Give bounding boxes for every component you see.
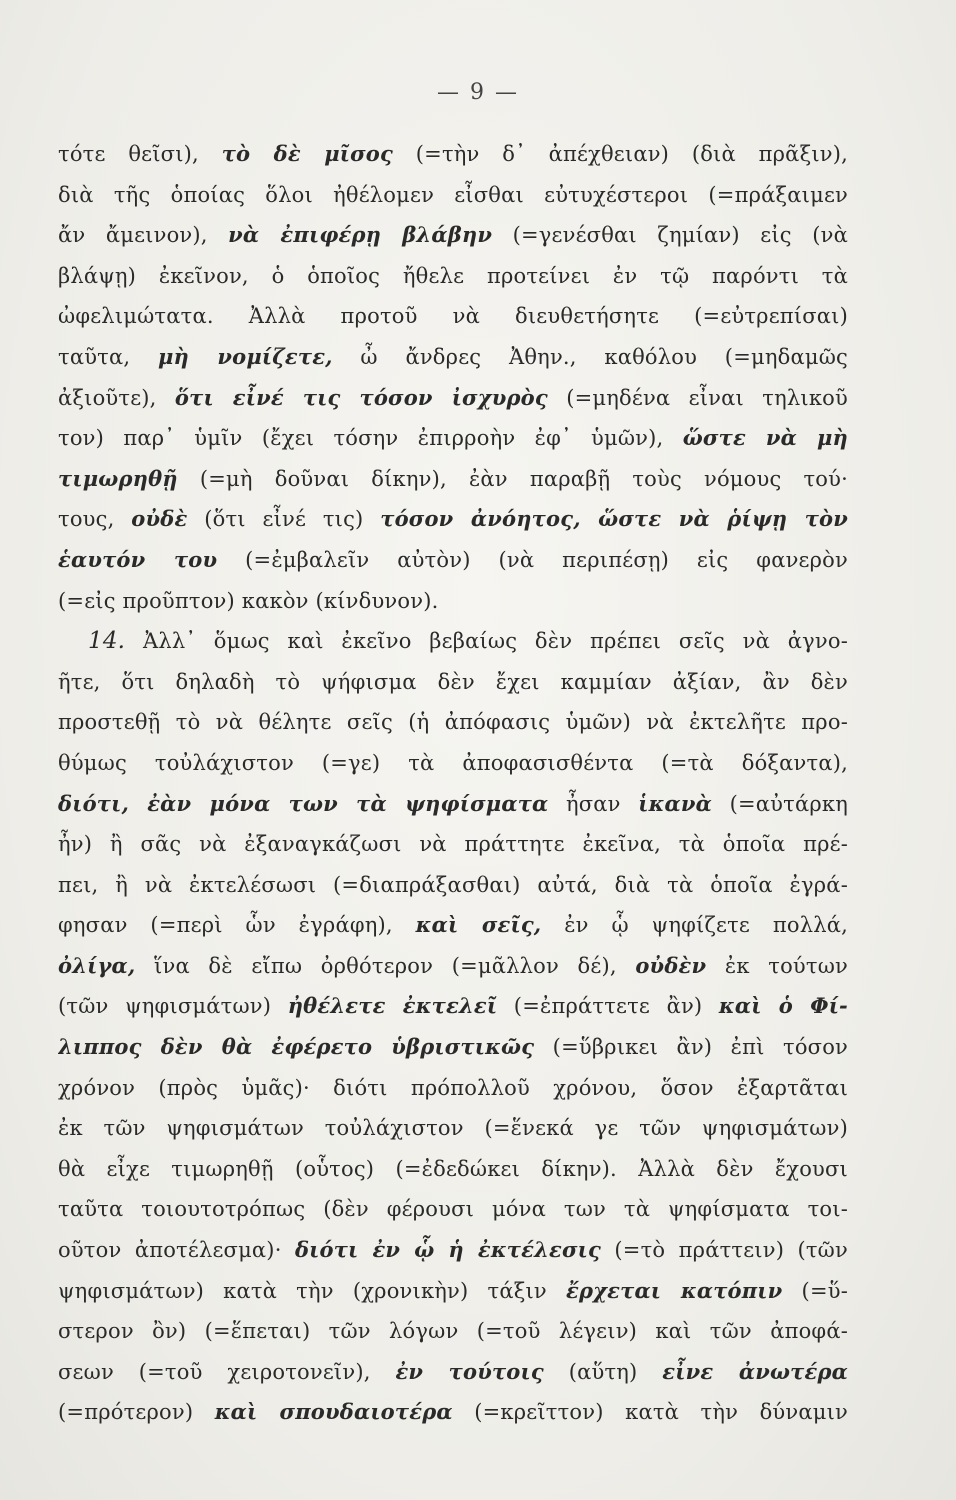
text-segment: πει, ἢ νὰ ἐκτελέσωσι (=διαπράξασθαι) αὐτά, διὰ τὰ ὁποῖα ἐγρά- <box>58 872 848 897</box>
text-segment: ὦ ἄνδρες Ἀθην., καθόλου (=μηδαμῶς <box>332 344 848 369</box>
emphasized-text: ὥστε νὰ μὴ <box>682 425 848 451</box>
text-segment: (=πρότερον) <box>58 1400 215 1425</box>
emphasized-text: διότι ἐν ᾧ ἡ ἐκτέλεσις <box>294 1237 602 1263</box>
emphasized-text: μὴ νομίζετε, <box>157 343 333 369</box>
text-segment: σεων (=τοῦ χειροτονεῖν), <box>58 1359 396 1384</box>
text-line <box>58 865 848 906</box>
text-segment: διὰ τῆς ὁποίας ὅλοι ἠθέλομεν εἶσθαι εὐτυχέστεροι (=πράξαιμεν <box>58 182 848 207</box>
text-line <box>58 215 848 256</box>
emphasized-text: τὸ δὲ μῖσος <box>221 141 393 166</box>
text-segment: ταῦτα τοιουτοτρόπως (δὲν φέρουσι μόνα των τὰ ψηφίσματα τοι- <box>58 1197 848 1222</box>
emphasized-text: καὶ σπουδαιοτέρα <box>214 1399 453 1425</box>
text-line <box>58 1230 848 1271</box>
paragraph-number: 14. <box>88 628 126 655</box>
body-text <box>58 134 848 1433</box>
emphasized-text: ἑαυτόν του <box>58 546 218 572</box>
emphasized-text: λιππος δὲν θὰ ἐφέρετο ὑβριστικῶς <box>58 1034 535 1060</box>
text-line <box>58 1271 848 1312</box>
text-segment: (τῶν ψηφισμάτων) <box>58 994 288 1019</box>
text-segment: ἦσαν <box>548 791 639 816</box>
text-segment: τότε θεῖσι), <box>58 142 222 166</box>
text-line <box>58 134 848 175</box>
text-line <box>58 459 848 500</box>
text-segment: (=ἐπράττετε ἂν) <box>497 994 719 1019</box>
text-segment: (=κρεῖττον) κατὰ τὴν δύναμιν <box>452 1400 848 1425</box>
text-segment: οῦτον ἀποτέλεσμα)· <box>58 1238 295 1263</box>
text-line <box>58 256 848 297</box>
text-line <box>58 296 848 337</box>
text-segment: ἵνα δὲ εἴπω ὀρθότερον (=μᾶλλον δέ), <box>135 953 636 978</box>
emphasized-text: ἔρχεται κατόπιν <box>566 1277 783 1303</box>
text-segment: φησαν (=περὶ ὧν ἐγράφη), <box>58 913 416 938</box>
text-line <box>58 621 848 662</box>
text-line <box>58 175 848 216</box>
text-segment: ὠφελιμώτατα. Ἀλλὰ προτοῦ νὰ διευθετήσητε (=εὐτρεπίσαι) <box>58 304 848 329</box>
text-line <box>58 378 848 419</box>
text-line <box>58 1068 848 1109</box>
text-line <box>58 540 848 581</box>
text-segment: θύμως τοὐλάχιστον (=γε) τὰ ἀποφασισθέντα (=τὰ δόξαντα), <box>58 750 848 775</box>
emphasized-text: ἠθέλετε ἐκτελεῖ <box>287 993 498 1019</box>
text-segment: (αὕτη) <box>543 1359 663 1384</box>
text-segment: (=ὕ- <box>782 1278 848 1303</box>
page-number: — 9 — <box>437 80 519 105</box>
text-segment: (ὅτι εἶνέ τις) <box>187 507 381 532</box>
text-line <box>58 702 848 743</box>
emphasized-text: οὐδὲ <box>131 506 188 532</box>
text-line <box>58 581 848 622</box>
text-segment: τον) παρ᾽ ὑμῖν (ἔχει τόσην ἐπιρροὴν ἐφ᾽ ὑμῶν), <box>58 426 683 451</box>
text-line <box>58 418 848 459</box>
emphasized-text: καὶ σεῖς, <box>415 912 542 938</box>
text-line <box>58 1189 848 1230</box>
text-line <box>58 784 848 825</box>
text-segment: βλάψῃ) ἐκεῖνον, ὁ ὁποῖος ἤθελε προτείνει ἐν τῷ παρόντι τὰ <box>58 263 848 288</box>
text-line <box>58 1392 848 1433</box>
emphasized-text: νὰ ἐπιφέρῃ βλάβην <box>228 222 493 248</box>
text-line <box>58 905 848 946</box>
text-line <box>58 946 848 987</box>
text-segment: ταῦτα, <box>58 344 158 369</box>
text-segment: χρόνον (πρὸς ὑμᾶς)· διότι πρόπολλοῦ χρόνου, ὅσον ἐξαρτᾶται <box>58 1075 848 1100</box>
text-segment: (=μηδένα εἶναι τηλικοῦ <box>547 385 848 410</box>
text-line <box>58 1149 848 1190</box>
emphasized-text: ὀλίγα, <box>58 952 136 978</box>
text-segment: τους, <box>58 507 132 532</box>
emphasized-text: τιμωρηθῇ <box>58 465 178 491</box>
emphasized-text: ἐν τούτοις <box>395 1358 544 1384</box>
text-line <box>58 986 848 1027</box>
emphasized-text: οὐδὲν <box>635 952 707 978</box>
text-line <box>58 662 848 703</box>
emphasized-text: καὶ ὁ Φί- <box>718 993 848 1019</box>
text-segment: (=γενέσθαι ζημίαν) εἰς (νὰ <box>492 223 848 248</box>
text-segment: ἐν ᾧ ψηφίζετε πολλά, <box>541 913 848 938</box>
text-segment: (=μὴ δοῦναι δίκην), ἐὰν παραβῇ τοὺς νόμους τού· <box>177 466 848 491</box>
text-line <box>58 1108 848 1149</box>
text-line <box>58 743 848 784</box>
emphasized-text: διότι, ἐὰν μόνα των τὰ ψηφίσματα <box>58 790 549 816</box>
text-line <box>58 337 848 378</box>
text-line <box>58 1311 848 1352</box>
text-segment: ἄν ἄμεινον), <box>58 223 229 248</box>
emphasized-text: τόσον ἀνόητος, ὥστε νὰ ῥίψῃ τὸν <box>380 506 848 532</box>
text-segment: ψηφισμάτων) κατὰ τὴν (χρονικὴν) τάξιν <box>58 1278 566 1303</box>
emphasized-text: εἶνε ἀνωτέρα <box>662 1358 848 1384</box>
text-segment: (=αὐτάρκη <box>712 791 848 816</box>
text-line <box>58 499 848 540</box>
text-segment: (=ἐμβαλεῖν αὐτὸν) (νὰ περιπέσῃ) εἰς φανερὸν <box>217 547 848 572</box>
text-line <box>58 1027 848 1068</box>
text-segment: προστεθῇ τὸ νὰ θέλητε σεῖς (ἡ ἀπόφασις ὑμῶν) νὰ ἐκτελῆτε προ- <box>58 710 848 735</box>
text-segment: (=εἰς προῦπτον) κακὸν (κίνδυνον). <box>58 588 439 613</box>
text-segment: ἐκ τῶν ψηφισμάτων τοὐλάχιστον (=ἕνεκά γε τῶν ψηφισμάτων) <box>58 1116 848 1141</box>
text-line <box>58 824 848 865</box>
text-segment: Ἀλλ᾽ ὅμως καὶ ἐκεῖνο βεβαίως δὲν πρέπει σεῖς νὰ ἀγνο- <box>125 629 848 654</box>
emphasized-text: ὅτι εἶνέ τις τόσον ἰσχυρὸς <box>174 384 548 410</box>
text-line <box>58 1352 848 1393</box>
text-segment: (=τὴν δ᾽ ἀπέχθειαν) (διὰ πρᾶξιν), <box>393 142 848 166</box>
text-segment: στερον ὂν) (=ἕπεται) τῶν λόγων (=τοῦ λέγειν) καὶ τῶν ἀποφά- <box>58 1319 848 1344</box>
text-segment: ἦν) ἢ σᾶς νὰ ἐξαναγκάζωσι νὰ πράττητε ἐκεῖνα, τὰ ὁποῖα πρέ- <box>58 832 848 857</box>
text-segment: ἀξιοῦτε), <box>58 385 175 410</box>
text-segment: ῆτε, ὅτι δηλαδὴ τὸ ψήφισμα δὲν ἔχει καμμίαν ἀξίαν, ἂν δὲν <box>58 669 848 694</box>
text-segment: θὰ εἶχε τιμωρηθῇ (οὗτος) (=ἐδεδώκει δίκην). Ἀλλὰ δὲν ἔχουσι <box>58 1156 848 1181</box>
text-segment: (=ὕβρικει ἂν) ἐπὶ τόσον <box>534 1035 848 1060</box>
emphasized-text: ἱκανὰ <box>638 790 713 816</box>
text-segment: (=τὸ πράττειν) (τῶν <box>601 1238 848 1263</box>
text-segment: ἐκ τούτων <box>706 953 848 978</box>
